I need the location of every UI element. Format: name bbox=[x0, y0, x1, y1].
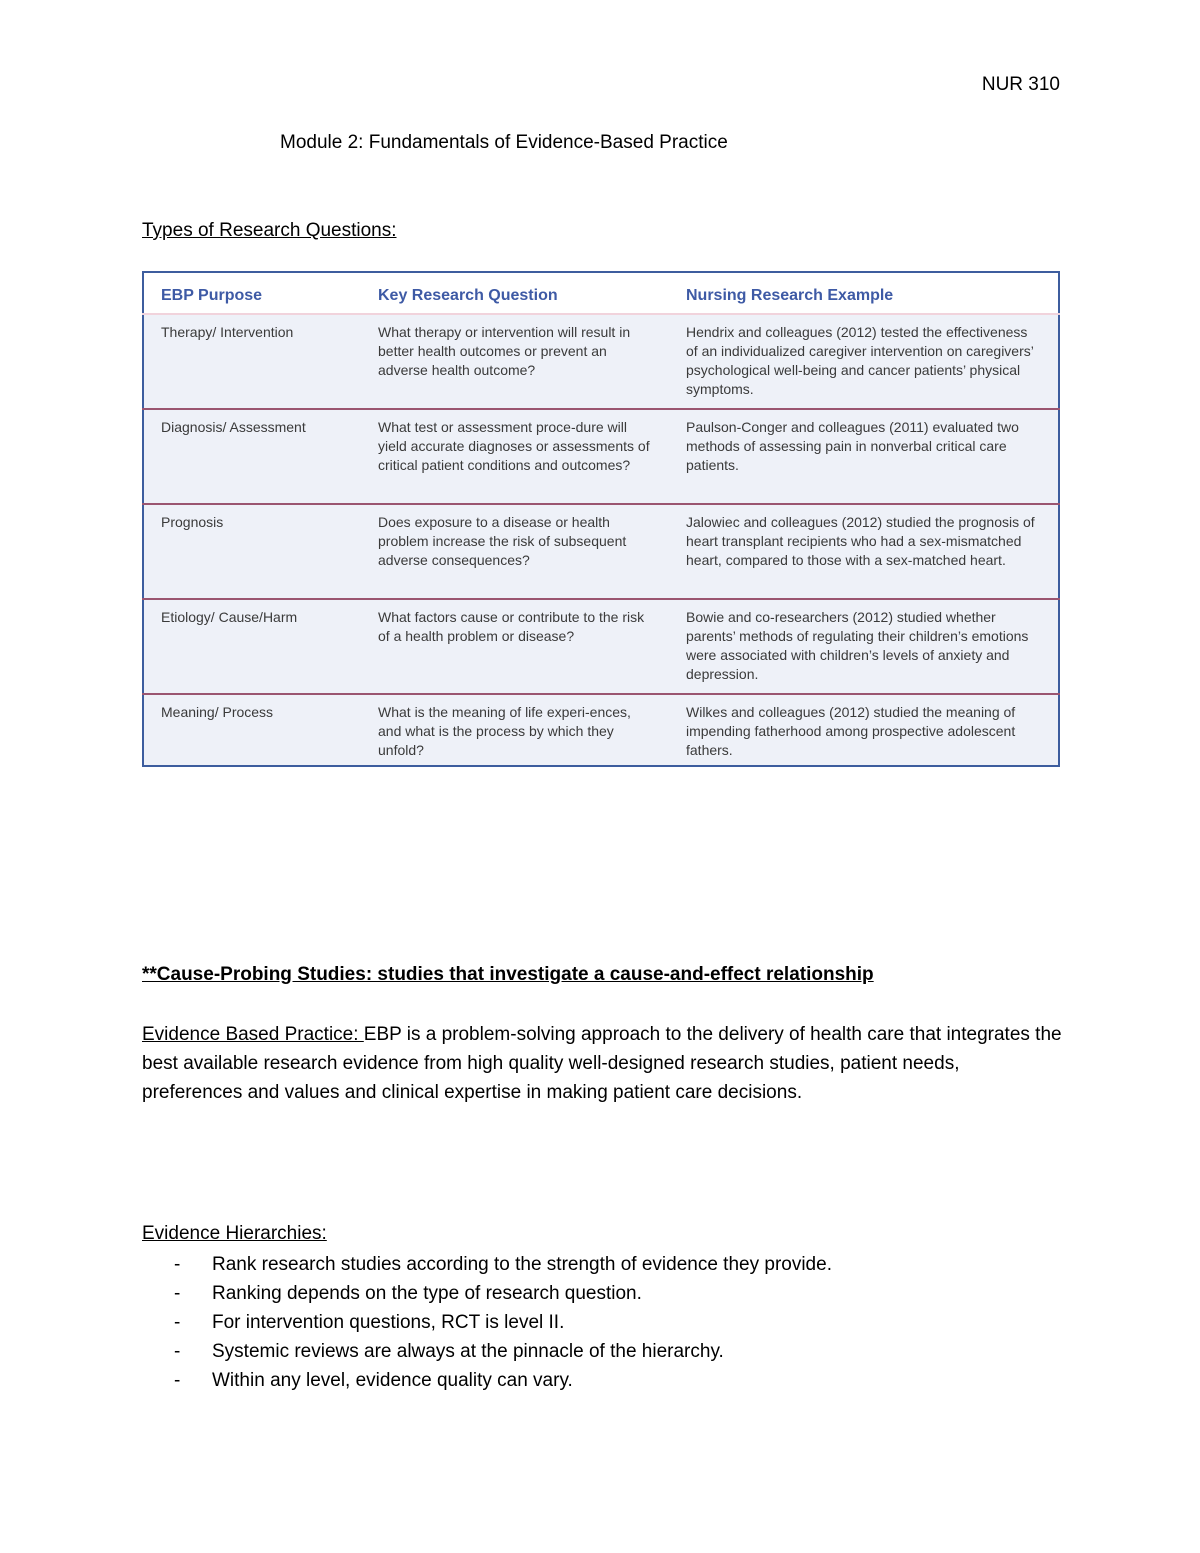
list-item-text: Systemic reviews are always at the pinnacle of the hierarchy. bbox=[212, 1341, 724, 1362]
example-cell: Paulson-Conger and colleagues (2011) evaluated two methods of assessing pain in nonverbal critical care patients. bbox=[669, 409, 1059, 504]
purpose-cell: Meaning/ Process bbox=[161, 704, 274, 720]
header-nursing-research-example: Nursing Research Example bbox=[669, 272, 1059, 314]
ebp-definition-label: Evidence Based Practice: bbox=[142, 1024, 364, 1045]
question-cell: Does exposure to a disease or health problem increase the risk of subsequent adverse consequences? bbox=[361, 504, 669, 599]
bullet-dash: - bbox=[174, 1254, 181, 1275]
example-cell: Hendrix and colleagues (2012) tested the effectiveness of an individualized caregiver intervention on caregivers’ psychological well-being and cancer patients’ physical symptoms. bbox=[669, 314, 1059, 409]
example-cell: Bowie and co-researchers (2012) studied whether parents’ methods of regulating their children’s emotions were associated with children’s levels of anxiety and depression. bbox=[669, 599, 1059, 694]
research-questions-heading: Types of Research Questions: bbox=[142, 220, 397, 241]
header-ebp-purpose: EBP Purpose bbox=[143, 272, 361, 314]
ebp-definition-text: EBP is a problem-solving approach to the delivery of health care that integrates the best available research evidence from high quality well-designed research studies, patient needs, preferences and values and clinical expertise in making patient care decisions. bbox=[142, 1024, 1062, 1103]
purpose-cell: Diagnosis/ Assessment bbox=[143, 409, 361, 504]
evidence-hierarchies-list bbox=[172, 1250, 832, 1395]
evidence-hierarchies-heading: Evidence Hierarchies: bbox=[142, 1223, 327, 1244]
question-cell: What therapy or intervention will result in better health outcomes or prevent an adverse health outcome? bbox=[361, 314, 669, 409]
list-item bbox=[172, 1250, 832, 1279]
research-questions-table bbox=[142, 271, 1060, 767]
list-item-text: For intervention questions, RCT is level II. bbox=[212, 1312, 565, 1333]
bullet-dash: - bbox=[174, 1283, 181, 1304]
question-cell: What is the meaning of life experi-ences, and what is the process by which they unfold? bbox=[378, 704, 631, 758]
example-cell: Wilkes and colleagues (2012) studied the meaning of impending fatherhood among prospective adolescent fathers. bbox=[686, 704, 1016, 758]
cause-probing-studies: **Cause-Probing Studies: studies that investigate a cause-and-effect relationship bbox=[142, 964, 874, 985]
table-row bbox=[143, 599, 1059, 694]
list-item bbox=[172, 1337, 832, 1366]
list-item bbox=[172, 1308, 832, 1337]
bullet-dash: - bbox=[174, 1341, 181, 1362]
course-code: NUR 310 bbox=[981, 74, 1060, 95]
question-cell: What test or assessment proce-dure will yield accurate diagnoses or assessments of critical patient conditions and outcomes? bbox=[361, 409, 669, 504]
table-row bbox=[143, 504, 1059, 599]
list-item-text: Ranking depends on the type of research question. bbox=[212, 1283, 642, 1304]
header-key-research-question: Key Research Question bbox=[361, 272, 669, 314]
page-title: Module 2: Fundamentals of Evidence-Based Practice bbox=[280, 132, 728, 153]
ebp-definition bbox=[142, 1020, 1062, 1107]
purpose-cell: Etiology/ Cause/Harm bbox=[143, 599, 361, 694]
purpose-cell: Therapy/ Intervention bbox=[143, 314, 361, 409]
list-item-text: Rank research studies according to the strength of evidence they provide. bbox=[212, 1254, 832, 1275]
example-cell: Jalowiec and colleagues (2012) studied the prognosis of heart transplant recipients who had a sex-mismatched heart, compared to those with a sex-matched heart. bbox=[669, 504, 1059, 599]
table-header-row bbox=[143, 272, 1059, 314]
question-cell: What factors cause or contribute to the risk of a health problem or disease? bbox=[361, 599, 669, 694]
list-item-text: Within any level, evidence quality can vary. bbox=[212, 1370, 573, 1391]
list-item bbox=[172, 1366, 832, 1395]
table-row bbox=[143, 314, 1059, 409]
table-row bbox=[143, 694, 1059, 766]
table-row bbox=[143, 409, 1059, 504]
list-item bbox=[172, 1279, 832, 1308]
bullet-dash: - bbox=[174, 1370, 181, 1391]
purpose-cell: Prognosis bbox=[143, 504, 361, 599]
bullet-dash: - bbox=[174, 1312, 181, 1333]
